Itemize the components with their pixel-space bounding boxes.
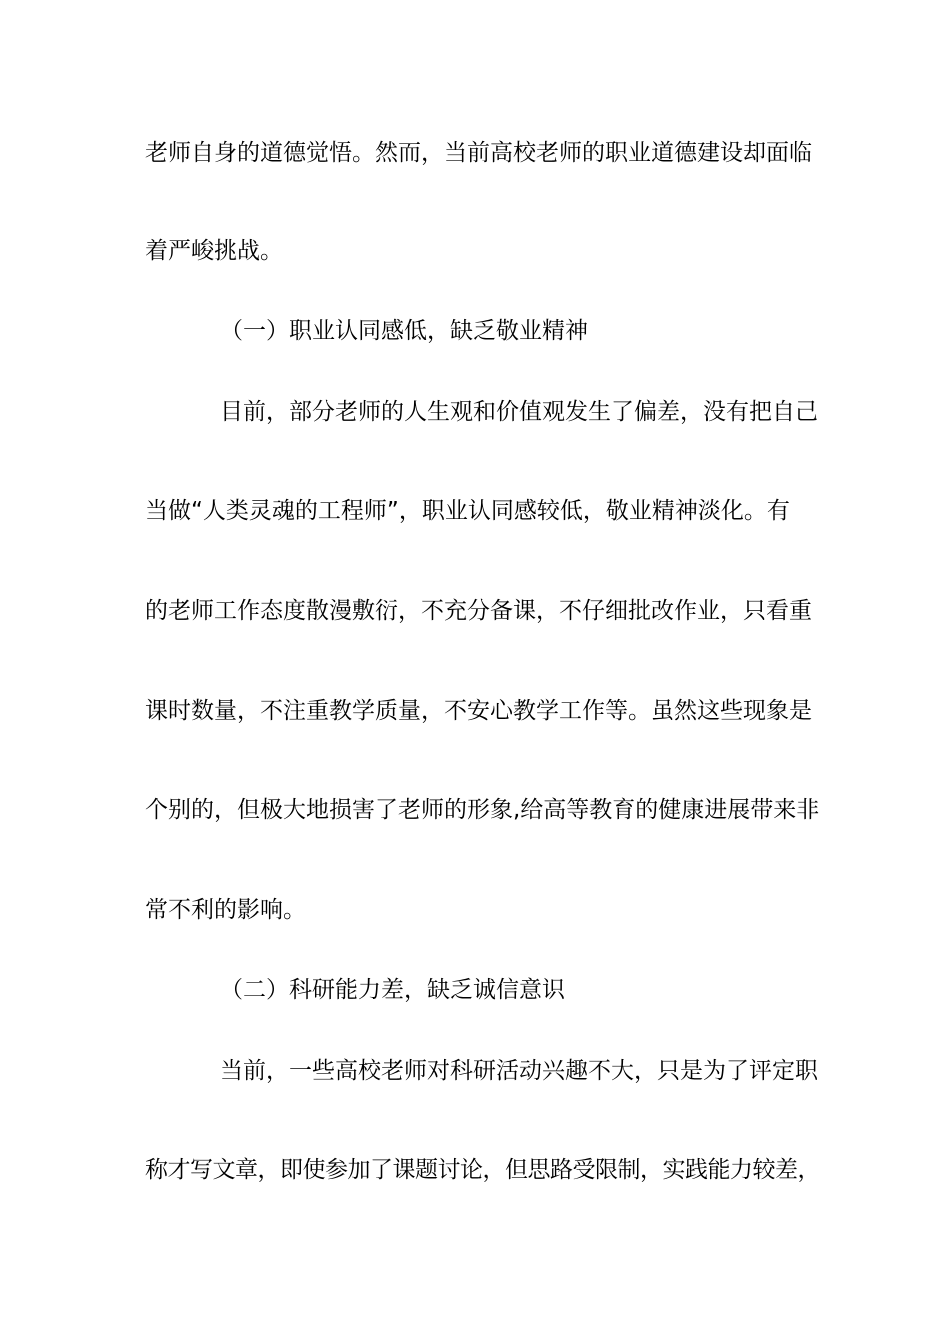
paragraph-line: 着严峻挑战。	[145, 238, 283, 264]
paragraph-line: 称才写文章，即使参加了课题讨论，但思路受限制，实践能力较差，	[145, 1157, 820, 1183]
paragraph-line: 课时数量，不注重教学质量，不安心教学工作等。虽然这些现象是	[145, 698, 812, 724]
paragraph-line: 个别的，但极大地损害了老师的形象,给高等教育的健康进展带来非	[145, 797, 820, 823]
paragraph-line: 目前，部分老师的人生观和价值观发生了偏差，没有把自己	[220, 399, 818, 425]
paragraph-line: 老师自身的道德觉悟。然而，当前高校老师的职业道德建设却面临	[145, 140, 812, 166]
paragraph-line: 的老师工作态度散漫敷衍，不充分备课，不仔细批改作业，只看重	[145, 598, 812, 624]
paragraph-line: 当做“人类灵魂的工程师”，职业认同感较低，敬业精神淡化。有	[145, 498, 790, 524]
paragraph-line: 当前，一些高校老师对科研活动兴趣不大，只是为了评定职	[220, 1058, 818, 1084]
section-heading: （一）职业认同感低，缺乏敬业精神	[220, 318, 588, 344]
paragraph-line: 常不利的影响。	[145, 897, 306, 923]
section-heading: （二）科研能力差，缺乏诚信意识	[220, 977, 565, 1003]
